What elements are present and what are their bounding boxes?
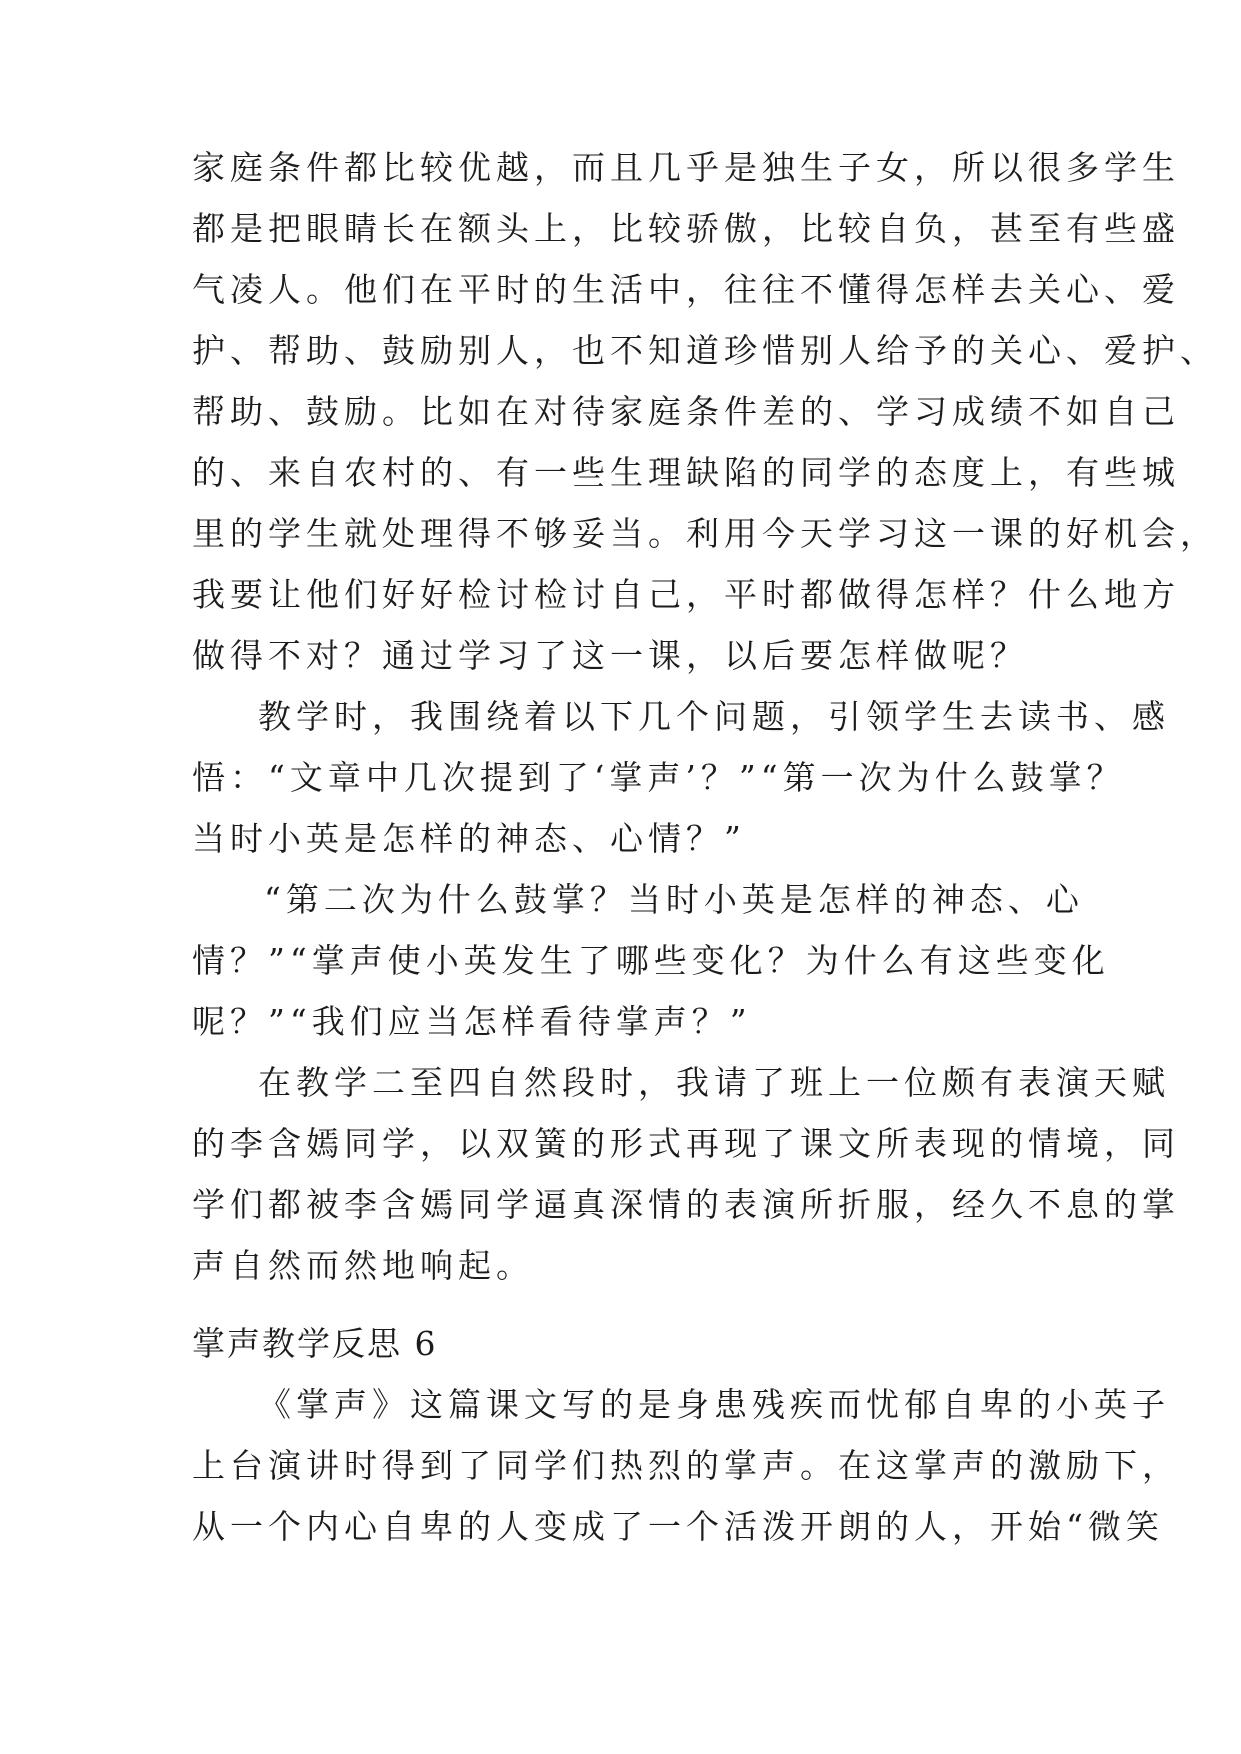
paragraph-line: 上台演讲时得到了同学们热烈的掌声。在这掌声的激励下， xyxy=(192,1446,1180,1485)
paragraph-line: 学们都被李含嫣同学逼真深情的表演所折服，经久不息的掌 xyxy=(192,1185,1180,1224)
paragraph-teaching-questions xyxy=(192,686,1170,869)
paragraph-line: 我要让他们好好检讨检讨自己，平时都做得怎样？什么地方 xyxy=(192,575,1180,614)
paragraph-line: 做得不对？通过学习了这一课，以后要怎样做呢？ xyxy=(192,636,1028,675)
paragraph-reflection-6 xyxy=(192,1374,1180,1557)
section-heading xyxy=(192,1313,1052,1374)
paragraph-line: 帮助、鼓励。比如在对待家庭条件差的、学习成绩不如自己 xyxy=(192,392,1180,431)
paragraph-second-questions xyxy=(192,869,1110,1052)
paragraph-line: 里的学生就处理得不够妥当。利用今天学习这一课的好机会， xyxy=(192,514,1218,553)
section-title: 掌声教学反思 6 xyxy=(192,1324,438,1363)
paragraph-line: 家庭条件都比较优越，而且几乎是独生子女，所以很多学生 xyxy=(192,148,1180,187)
paragraph-line: 情？”“掌声使小英发生了哪些变化？为什么有这些变化 xyxy=(192,941,1110,980)
paragraph-line: 都是把眼睛长在额头上，比较骄傲，比较自负，甚至有些盛 xyxy=(192,209,1180,248)
paragraph-performance xyxy=(192,1052,1180,1296)
paragraph-line: 护、帮助、鼓励别人，也不知道珍惜别人给予的关心、爱护、 xyxy=(192,331,1218,370)
paragraph-line: 悟：“文章中几次提到了‘掌声’？”“第一次为什么鼓掌？ xyxy=(192,758,1125,797)
paragraph-line: 声自然而然地响起。 xyxy=(192,1246,534,1285)
paragraph-line: 《掌声》这篇课文写的是身患残疾而忧郁自卑的小英子 xyxy=(258,1385,1170,1424)
paragraph-line: 在教学二至四自然段时，我请了班上一位颇有表演天赋 xyxy=(258,1063,1170,1102)
paragraph-line: 气凌人。他们在平时的生活中，往往不懂得怎样去关心、爱 xyxy=(192,270,1180,309)
paragraph-line: 呢？”“我们应当怎样看待掌声？” xyxy=(192,1002,752,1041)
paragraph-line: 的李含嫣同学，以双簧的形式再现了课文所表现的情境，同 xyxy=(192,1124,1180,1163)
paragraph-line: 教学时，我围绕着以下几个问题，引领学生去读书、感 xyxy=(258,697,1170,736)
paragraph-continued xyxy=(192,137,1218,686)
paragraph-line: 当时小英是怎样的神态、心情？” xyxy=(192,819,746,858)
paragraph-line: 的、来自农村的、有一些生理缺陷的同学的态度上，有些城 xyxy=(192,453,1180,492)
paragraph-line: 从一个内心自卑的人变成了一个活泼开朗的人，开始“微笑 xyxy=(192,1507,1164,1546)
paragraph-line: “第二次为什么鼓掌？当时小英是怎样的神态、心 xyxy=(264,880,1084,919)
